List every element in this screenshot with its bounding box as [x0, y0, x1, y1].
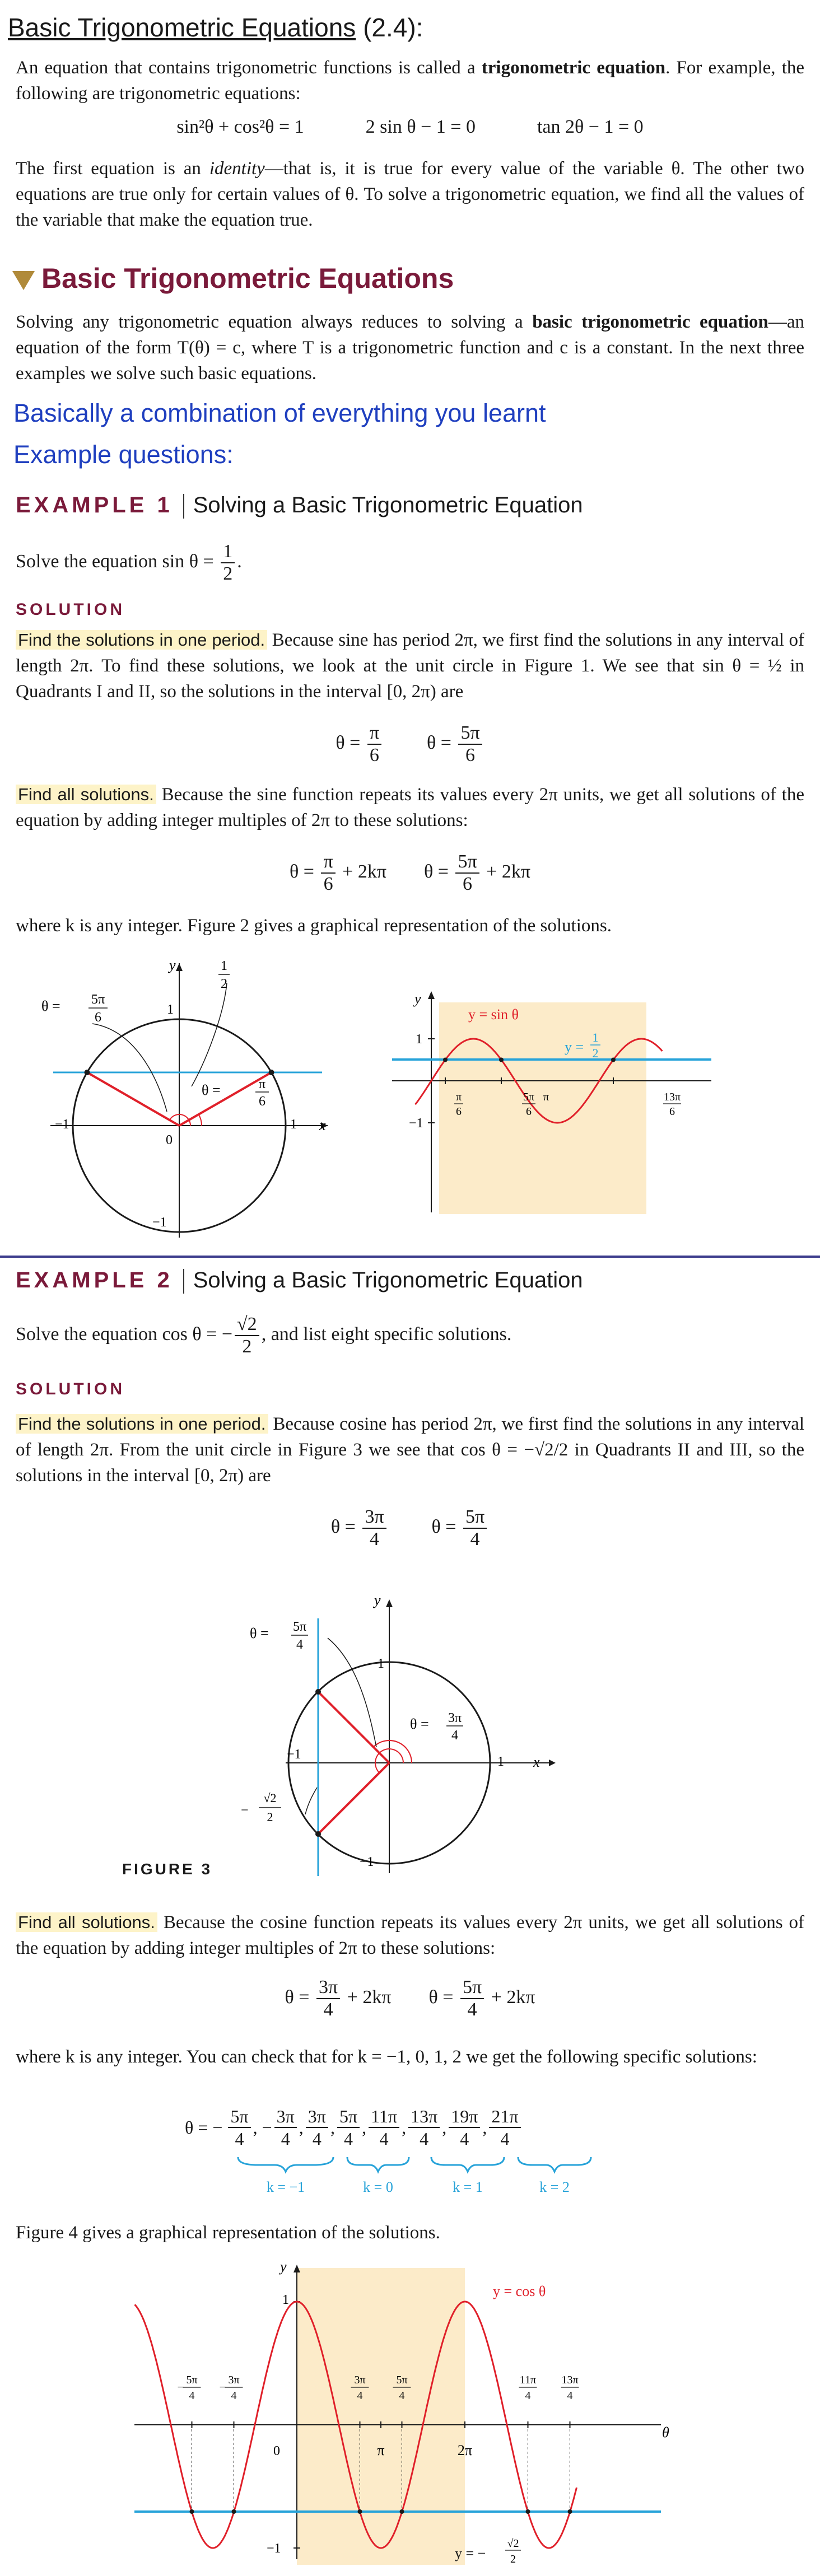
cos-solution-point [400, 2509, 404, 2514]
sol-suffix: + 2kπ [491, 1986, 535, 2008]
frac-num: 3π [274, 2106, 297, 2128]
cos-solution-point [568, 2509, 572, 2514]
cos-solution-point [232, 2509, 236, 2514]
section-text-b: —an equation of the form T(θ) = c, where T is a trigonometric function and c is a constant. In the next three examples we solve such basic equations. [16, 312, 805, 384]
sol-suffix: + 2kπ [347, 1986, 392, 2008]
frac-num: 5π [460, 1977, 484, 1999]
angle-arc-pi6 [199, 1114, 202, 1126]
cos-tick-num: 5π [396, 2374, 408, 2386]
fig3-neg-sign: − [241, 1803, 249, 1818]
sol-frac-a [321, 851, 335, 895]
frac-den: 6 [465, 745, 476, 766]
frac-den: 4 [323, 1999, 333, 2020]
frac-num: 1 [221, 541, 235, 563]
frac-num: 3π [306, 2106, 328, 2128]
point-pi6 [269, 1070, 274, 1075]
cos-tick-den: 4 [567, 2390, 573, 2402]
fig3-angle-a-den: 4 [296, 1637, 303, 1652]
note-2: Example questions: [13, 440, 234, 469]
sol-lhs: θ = [285, 1986, 310, 2008]
fig2-curve-label: y = sin θ [468, 1006, 519, 1023]
cos-solution-point [190, 2509, 194, 2514]
fig1-angle-a-den: 6 [259, 1094, 265, 1109]
fig4-zero: 0 [273, 2444, 280, 2458]
frac-num: 13π [408, 2106, 440, 2128]
intro-equation-1: sin²θ + cos²θ = 1 [176, 116, 304, 137]
sine-solution-point [443, 1058, 448, 1062]
fig3-y-label: y [374, 1592, 381, 1608]
k-label-1: k = 1 [453, 2179, 483, 2195]
radius-3pi4 [318, 1692, 389, 1763]
example1-step1-text: Because sine has period 2π, we first find the solutions in any interval of length 2π. To find these solutions, we look at the unit circle in Figure 1. We see that sin θ = ½ in Quadrants I and II, so the solutions in the interval [0, 2π) are [16, 630, 805, 702]
fig4-pi: π [377, 2442, 385, 2458]
frac-den: 4 [460, 2129, 469, 2149]
k-label-neg1: k = −1 [266, 2179, 305, 2195]
frac-den: 4 [420, 2129, 429, 2149]
fig3-one-y: 1 [378, 1656, 384, 1671]
fig1-neg-one-x: −1 [55, 1117, 69, 1132]
example1-divider [183, 494, 184, 519]
figure3-caption: FIGURE 3 [122, 1860, 213, 1878]
frac-den: 6 [323, 874, 333, 894]
figure1-unit-circle [41, 952, 336, 1243]
example2-step2 [16, 1910, 804, 1961]
fig1-half-den: 2 [221, 977, 227, 991]
example2-prompt-fraction [235, 1314, 259, 1357]
cos-tick-den: 4 [189, 2390, 195, 2402]
cos-tick-num: 3π [354, 2374, 366, 2386]
fig4-one: 1 [282, 2293, 289, 2307]
k-braces [235, 2155, 627, 2200]
fig4-neg-one: −1 [267, 2541, 281, 2556]
y-axis-arrow-icon [428, 991, 435, 999]
cos-tick-neg: − [177, 2380, 184, 2394]
fig1-one-x: 1 [290, 1117, 297, 1132]
example2-title: Solving a Basic Trigonometric Equation [193, 1268, 583, 1292]
tick-pi6-den: 6 [456, 1105, 462, 1118]
frac-den: 6 [369, 745, 379, 766]
fig1-angle-a-num: π [258, 1077, 266, 1091]
fig4-intro: Figure 4 gives a graphical representation of the solutions. [16, 2223, 440, 2243]
frac-den: 4 [467, 1999, 477, 2020]
specific-solutions: θ = − $\frac{5\pi}{4}$ , − $\frac{3\pi}{4}$ , $\frac{3\pi}{4}$ , $\frac{5\pi}{4}$ , $\frac{11\pi}{4}$ , $\frac{13\pi}{4}$ , $\frac{19\pi}{4}$ , $\frac{21\pi}{4}$ [185, 2106, 523, 2149]
fig3-neg-one-y: −1 [360, 1855, 374, 1869]
frac-num: √2 [235, 1314, 259, 1336]
cos-tick-neg: − [219, 2380, 226, 2394]
x-axis-arrow-icon [549, 1760, 556, 1766]
frac-num: 5π [463, 1506, 487, 1529]
y-axis-arrow-icon [176, 963, 183, 971]
figure2-sine-graph [386, 980, 717, 1215]
fig2-line-num: 1 [592, 1030, 599, 1044]
specific-frac [306, 2106, 328, 2149]
example1-step1 [16, 627, 804, 704]
fig3-root-num: √2 [263, 1791, 277, 1805]
tick-pi6-num: π [455, 1091, 462, 1103]
fig3-one-x: 1 [497, 1754, 504, 1769]
example-divider [0, 1256, 820, 1258]
sine-solution-point [499, 1058, 504, 1062]
tick-pi: π [543, 1091, 549, 1103]
cos-tick-num: 5π [186, 2374, 198, 2386]
example1-period-solutions [0, 722, 820, 766]
sol-frac-a [362, 1506, 386, 1550]
fig1-one-y: 1 [167, 1002, 174, 1017]
fig1-angle-b-den: 6 [95, 1010, 101, 1025]
example1-all-solutions [0, 851, 820, 895]
intro-equation-3: tan 2θ − 1 = 0 [537, 116, 644, 137]
sol-lhs: θ = [424, 861, 449, 882]
brace-k-0 [347, 2157, 409, 2172]
fig1-y-label: y [169, 957, 176, 973]
example2-step1 [16, 1411, 804, 1488]
sine-solution-point [611, 1058, 616, 1062]
radius-pi6 [179, 1072, 272, 1126]
arrow-5pi4-pointer [328, 1638, 376, 1747]
specific-frac [337, 2106, 360, 2149]
identity-paragraph [16, 156, 804, 233]
intro-text-a: An equation that contains trigonometric functions is called a [16, 58, 476, 78]
section-text-a: Solving any trigonometric equation always reduces to solving a [16, 312, 523, 332]
frac-num: 3π [362, 1506, 386, 1529]
frac-num: 19π [449, 2106, 480, 2128]
section-bold: basic trigonometric equation [532, 312, 768, 332]
fig3-angle-b-den: 4 [451, 1728, 458, 1743]
sol-lhs: θ = [290, 861, 314, 882]
fig3-root-den: 2 [267, 1810, 273, 1824]
sol-frac-b [463, 1506, 487, 1550]
section-paragraph [16, 309, 804, 386]
frac-den: 6 [463, 874, 473, 894]
example2-prompt-text-a: Solve the equation cos θ = − [16, 1323, 233, 1345]
fig3-neg-one-x: −1 [287, 1747, 301, 1762]
example1-step1-highlight: Find the solutions in one period. [16, 630, 267, 650]
identity-word: identity [209, 158, 265, 179]
fig1-neg-one-y: −1 [152, 1215, 167, 1230]
example1-title: Solving a Basic Trigonometric Equation [193, 493, 583, 517]
cos-tick-den: 4 [357, 2390, 363, 2402]
cos-tick-den: 4 [231, 2390, 237, 2402]
cos-tick-num: 11π [519, 2374, 537, 2386]
section-heading [12, 262, 454, 295]
sol-frac-b [455, 851, 479, 895]
tick-13pi6-num: 13π [663, 1091, 681, 1103]
intro-text-b: . For example, the following are trigonometric equations: [16, 58, 805, 104]
one-period-band [439, 1002, 646, 1214]
frac-den: 4 [470, 1529, 480, 1550]
point-5pi6 [85, 1070, 90, 1075]
example2-step1-text: Because cosine has period 2π, we first find the solutions in any interval of length 2π. From the unit circle in Figure 3 we see that cos θ = −√2/2 in Quadrants II and III, so the solutions in the interval [0, 2π) are [16, 1414, 805, 1486]
arrow-root-pointer [305, 1788, 317, 1814]
fig4-line-den: 2 [510, 2553, 516, 2565]
fig2-one: 1 [416, 1032, 422, 1047]
page-title-suffix: (2.4): [363, 13, 423, 42]
fig1-theta-eq: θ = [41, 998, 60, 1014]
page-title [8, 12, 423, 43]
sol-lhs: θ = [330, 1516, 356, 1537]
sol-frac-a [316, 1977, 340, 2020]
cos-tick-num: 13π [561, 2374, 579, 2386]
example1-header [16, 493, 583, 519]
fig4-two-pi: 2π [457, 2442, 473, 2458]
sol-lhs: θ = [336, 732, 361, 753]
example2-prompt [16, 1314, 511, 1357]
y-axis-arrow-icon [386, 1599, 393, 1607]
arrow-5pi6-pointer [92, 1024, 167, 1112]
frac-num: π [321, 851, 335, 874]
fig3-angle-b-num: 3π [448, 1711, 462, 1725]
radius-5pi6 [87, 1072, 180, 1126]
frac-den: 4 [344, 2129, 353, 2149]
intro-equation-2: 2 sin θ − 1 = 0 [365, 116, 476, 137]
sol-suffix: + 2kπ [342, 861, 386, 882]
sol-lhs: θ = [431, 1516, 456, 1537]
sol-frac-b [458, 722, 482, 766]
one-period-band [297, 2268, 465, 2565]
specific-frac [228, 2106, 250, 2149]
fig4-line-label-prefix: y = − [455, 2545, 486, 2561]
fig1-x-label: x [319, 1117, 326, 1133]
sol-frac-b [460, 1977, 484, 2020]
frac-den: 4 [500, 2129, 510, 2149]
fig4-y-label: y [280, 2258, 287, 2275]
intro-paragraph [16, 55, 804, 106]
example1-prompt-fraction [221, 541, 235, 585]
tick-5pi6-den: 6 [526, 1105, 532, 1118]
fig3-theta-eq-2: θ = [410, 1716, 429, 1732]
triangle-marker-icon [12, 271, 35, 290]
example2-solution-label: SOLUTION [16, 1380, 125, 1398]
frac-num: 3π [316, 1977, 340, 1999]
frac-den: 4 [235, 2129, 244, 2149]
frac-num: 11π [369, 2106, 399, 2128]
fig4-curve-label: y = cos θ [493, 2283, 546, 2299]
example1-step2 [16, 782, 804, 833]
example2-step2-text: Because the cosine function repeats its values every 2π units, we get all solutions of the equation by adding integer multiples of 2π to these solutions: [16, 1912, 804, 1958]
example1-step2-text: Because the sine function repeats its values every 2π units, we get all solutions of the equation by adding integer multiples of 2π to these solutions: [16, 785, 805, 830]
fig3-angle-a-num: 5π [292, 1620, 307, 1634]
intro-equations [0, 116, 820, 138]
frac-num: 5π [458, 722, 482, 745]
frac-den: 2 [242, 1336, 252, 1357]
identity-text-b: —that is, it is true for every value of the variable θ. The other two equations are true only for certain values of θ. To solve a trigonometric equation, we find all the values of the variable that make the equation true. [16, 158, 804, 230]
figure3-unit-circle [230, 1579, 577, 1882]
figure4-cosine-graph [112, 2257, 672, 2570]
frac-num: 5π [337, 2106, 360, 2128]
example2-divider [183, 1269, 184, 1294]
note-1: Basically a combination of everything you learnt [13, 399, 546, 427]
specific-frac [408, 2106, 440, 2149]
tick-13pi6-den: 6 [669, 1105, 675, 1118]
fig4-theta-label: θ [662, 2424, 669, 2440]
frac-num: 5π [455, 851, 479, 874]
frac-den: 4 [369, 1529, 379, 1550]
specific-lhs: θ = − [185, 2117, 223, 2138]
sol-suffix: + 2kπ [486, 861, 530, 882]
frac-den: 2 [223, 563, 233, 584]
intro-bold: trigonometric equation [481, 58, 666, 78]
brace-k-1 [431, 2157, 504, 2172]
brace-k-neg1 [238, 2157, 333, 2172]
example2-label: EXAMPLE 2 [16, 1268, 173, 1292]
example1-prompt: Solve the equation sin θ = $\frac{1}{2}$ . [16, 541, 242, 584]
cos-tick-den: 4 [399, 2390, 405, 2402]
example2-period-solutions [0, 1506, 820, 1550]
fig4-line-num: √2 [507, 2537, 519, 2550]
sol-frac-a [367, 722, 381, 766]
specific-frac [449, 2106, 480, 2149]
fig2-line-den: 2 [592, 1046, 599, 1060]
brace-k-2 [518, 2157, 591, 2172]
section-heading-text: Basic Trigonometric Equations [41, 263, 454, 294]
fig2-line-label-prefix: y = [565, 1039, 584, 1055]
frac-den: 4 [379, 2129, 389, 2149]
sol-lhs: θ = [428, 1986, 454, 2008]
example2-step2-highlight: Find all solutions. [16, 1912, 157, 1932]
specific-frac [274, 2106, 297, 2149]
frac-num: π [367, 722, 381, 745]
specific-frac [489, 2106, 520, 2149]
example1-where: where k is any integer. Figure 2 gives a graphical representation of the solutions. [16, 916, 612, 936]
example2-step1-highlight: Find the solutions in one period. [16, 1414, 268, 1434]
cos-solution-point [526, 2509, 530, 2514]
fig1-zero: 0 [166, 1133, 173, 1147]
example2-where: where k is any integer. You can check that for k = −1, 0, 1, 2 we get the following specific solutions: [16, 2047, 757, 2067]
frac-num: 5π [228, 2106, 250, 2128]
radius-5pi4 [318, 1763, 389, 1834]
fig3-x-label: x [533, 1754, 540, 1770]
example2-prompt-text-b: , and list eight specific solutions. [261, 1323, 512, 1345]
page-title-main: Basic Trigonometric Equations [8, 13, 356, 42]
fig2-neg-one: −1 [409, 1116, 423, 1131]
specific-frac [369, 2106, 399, 2149]
fig3-theta-eq: θ = [250, 1625, 269, 1641]
example1-solution-label: SOLUTION [16, 600, 125, 619]
example1-label: EXAMPLE 1 [16, 493, 173, 517]
k-label-0: k = 0 [363, 2179, 393, 2195]
cos-tick-den: 4 [525, 2390, 531, 2402]
example2-all-solutions [0, 1977, 820, 2020]
frac-den: 4 [281, 2129, 290, 2149]
point-5pi4 [315, 1831, 321, 1837]
frac-den: 4 [312, 2129, 322, 2149]
example1-prompt-text: Solve the equation sin θ = [16, 550, 214, 572]
point-3pi4 [315, 1689, 321, 1695]
fig1-half-num: 1 [221, 959, 227, 973]
example2-header [16, 1268, 583, 1294]
example1-step2-highlight: Find all solutions. [16, 785, 156, 804]
k-label-2: k = 2 [539, 2179, 570, 2195]
identity-text-a: The first equation is an [16, 158, 201, 179]
cos-solution-point [358, 2509, 362, 2514]
tick-5pi6-num: 5π [523, 1091, 535, 1103]
fig1-angle-b-num: 5π [91, 992, 105, 1007]
frac-num: 21π [489, 2106, 520, 2128]
fig1-theta-eq-2: θ = [202, 1082, 221, 1098]
fig2-y-label: y [414, 991, 421, 1007]
sol-lhs: θ = [427, 732, 451, 753]
arrow-half-pointer [192, 983, 227, 1086]
cos-tick-num: 3π [228, 2374, 240, 2386]
